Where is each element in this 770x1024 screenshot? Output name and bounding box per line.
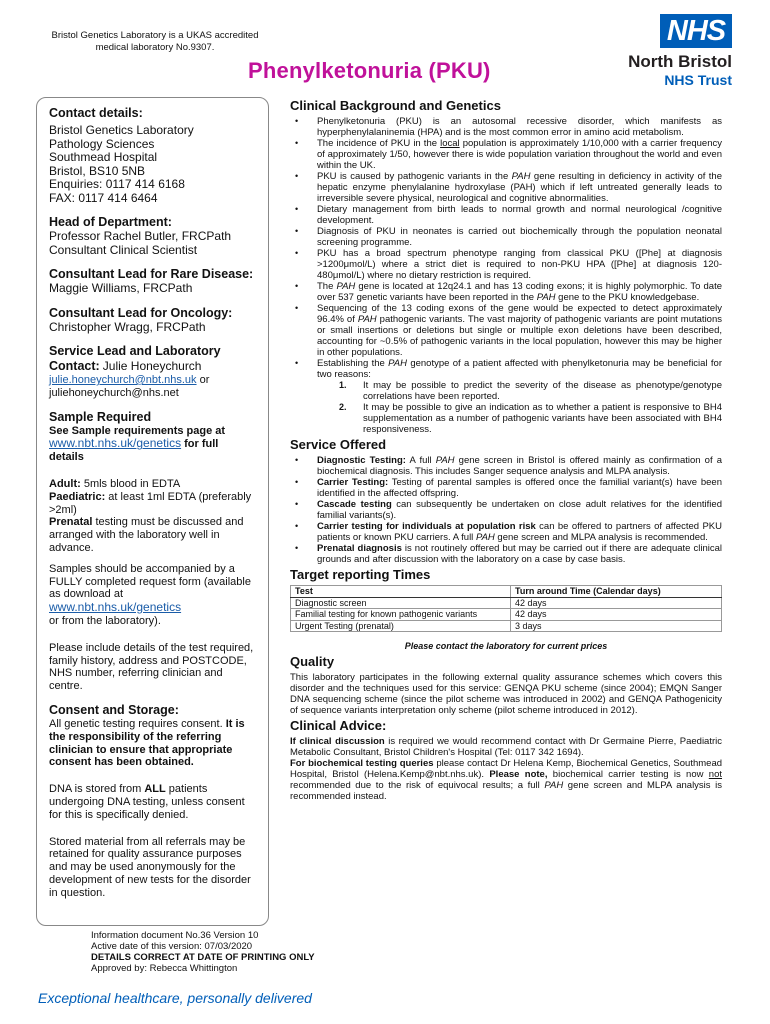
target-heading: Target reporting Times	[290, 567, 431, 582]
consent-bold: It is the responsibility of the referring clinician to ensure that appropriate consent has been obtained.	[49, 717, 245, 769]
clinical-heading: Clinical Background and Genetics	[290, 98, 501, 113]
col-time: Turn around Time (Calendar days)	[511, 586, 722, 598]
clinical-section	[290, 100, 722, 435]
rare-heading: Consultant Lead for Rare Disease:	[49, 267, 254, 281]
list-item	[290, 477, 722, 499]
turnaround-table	[290, 585, 722, 632]
paed-text: at least 1ml EDTA (preferably >2ml)	[49, 490, 252, 516]
prices-note: Please contact the laboratory for current prices	[404, 641, 608, 651]
list-item	[290, 521, 722, 543]
list-item	[290, 171, 722, 204]
consent-text: All genetic testing requires consent.	[49, 717, 226, 730]
quality-heading: Quality	[290, 654, 335, 669]
dna-info	[49, 783, 256, 821]
target-section	[290, 569, 722, 652]
list-item	[290, 358, 722, 435]
tagline: Exceptional healthcare, personally delivered	[38, 990, 312, 1006]
quality-text: This laboratory participates in the following external quality assurance schemes which covers this disorder and the techniques used for this service: GENQA PKU scheme (since 2004); EMQN Sanger DNA sequencing scheme (since the pilot scheme was introduced in 2002) and GENQA Pathogenicity of sequence variants interpretation only scheme (pilot scheme introduced in 2012).	[290, 672, 722, 716]
text: Sequencing of the 13 coding exons of the gene would be expected to detect approximately 96.4% of	[317, 303, 722, 325]
paed-label: Paediatric:	[49, 490, 106, 503]
text: gene screen in Bristol is offered mainly as confirmation of a biochemical diagnosis. This includes Sanger sequence analysis and MLPA analysis.	[317, 455, 722, 477]
nhs-logo: NHS	[660, 14, 732, 48]
table-row	[291, 597, 722, 609]
text: PAH	[357, 314, 377, 325]
cell-time: 42 days	[511, 609, 722, 621]
approved-by: Approved by: Rebecca Whittington	[91, 963, 238, 974]
advice-text	[290, 736, 722, 802]
cell-time: 3 days	[511, 620, 722, 632]
list-item: • PKU has a broad spectrum phenotype ranging from classical PKU ([Phe] at diagnosis >1200μmol/L) where a strict diet is required to non-PKU HPA ([Phe] at diagnosis 120-480μmol/L) where no dietary restriction is required.	[290, 248, 722, 281]
advice-heading: Clinical Advice:	[290, 718, 387, 733]
text: biochemical carrier testing is now	[547, 769, 709, 780]
list-item	[290, 455, 722, 477]
contact-heading: Contact details:	[49, 106, 143, 120]
text: The incidence of PKU in the	[317, 138, 441, 149]
head-section	[49, 215, 256, 257]
text: A full	[405, 455, 436, 466]
head-role: Consultant Clinical Scientist	[49, 242, 198, 257]
contact-section	[49, 106, 256, 205]
service-or: or	[196, 374, 210, 386]
text: Prenatal diagnosis	[317, 543, 402, 554]
details-info: Please include details of the test required, family history, address and POSTCODE, NHS number, referring clinician and centre.	[49, 641, 254, 693]
sidebar-panel	[36, 97, 269, 926]
text: PAH	[544, 780, 564, 791]
cell-test: Urgent Testing (prenatal)	[291, 620, 511, 632]
cell-test: Diagnostic screen	[291, 597, 511, 609]
page-title: Phenylketonuria (PKU)	[248, 58, 491, 83]
text: Testing of parental samples is offered once the familial variant(s) have been identified in the affected offspring.	[317, 477, 722, 499]
text: PAH	[435, 455, 455, 466]
text: Please note,	[489, 769, 548, 780]
contact-line: Southmead Hospital	[49, 150, 158, 164]
email-link-1[interactable]: julie.honeychurch@nbt.nhs.uk	[49, 374, 197, 386]
text: The	[317, 281, 337, 292]
footer	[91, 930, 315, 974]
col-test: Test	[291, 586, 511, 598]
form-link[interactable]: www.nbt.nhs.uk/genetics	[49, 600, 182, 615]
contact-line: FAX: 0117 414 6464	[49, 190, 158, 205]
org-trust: NHS Trust	[664, 72, 732, 88]
text: can subsequently be undertaken on close adult relatives for the identified familial variants(s).	[317, 499, 722, 521]
rare-name: Maggie Williams, FRCPath	[49, 281, 193, 295]
cell-time: 42 days	[511, 597, 722, 609]
onc-name: Christopher Wragg, FRCPath	[49, 319, 206, 334]
list-item	[290, 303, 722, 358]
email-2: juliehoneychurch@nhs.net	[49, 386, 179, 399]
list-item: • Diagnosis of PKU in neonates is carried out biochemically through the population neonatal screening programme.	[290, 226, 722, 248]
reason-item: 2. It may be possible to give an indication as to whether a patient is responsive to BH4 supplementation as a number of pathogenic variants have been associated with BH4 responsiveness.	[327, 402, 722, 435]
form-text: Samples should be accompanied by a FULLY completed request form (available as download at	[49, 562, 251, 601]
text: PKU is caused by pathogenic variants in the	[317, 171, 512, 182]
text: Establishing the	[317, 358, 389, 369]
genetics-link[interactable]: www.nbt.nhs.uk/genetics	[49, 436, 182, 451]
text: is not routinely offered but may be carried out if there are adequate clinical grounds and after discussion with the laboratory on a case by case basis.	[317, 543, 722, 565]
form-after: or from the laboratory).	[49, 614, 161, 627]
accreditation-note: Bristol Genetics Laboratory is a UKAS accredited medical laboratory No.9307.	[51, 30, 259, 53]
dna-text2: patients undergoing DNA testing, unless consent for this is specifically denied.	[49, 783, 245, 821]
quality-section	[290, 656, 722, 716]
prenatal-text: testing must be discussed and arranged with the laboratory well in advance.	[49, 516, 244, 554]
contact-line: Bristol, BS10 5NB	[49, 163, 146, 178]
text: PAH	[388, 358, 407, 369]
active-date: Active date of this version: 07/03/2020	[91, 941, 253, 952]
org-name: North Bristol	[628, 52, 732, 71]
prenatal-label: Prenatal	[49, 516, 93, 529]
onc-heading: Consultant Lead for Oncology:	[49, 305, 233, 320]
cell-test: Familial testing for known pathogenic variants	[291, 609, 511, 621]
text: Diagnostic Testing:	[317, 455, 406, 466]
text: PAH	[511, 171, 531, 182]
list-item	[290, 281, 722, 303]
reason-item: 1. It may be possible to predict the severity of the disease as phenotype/genotype correlations have been reported.	[327, 380, 722, 402]
dna-bold: ALL	[144, 783, 166, 796]
print-note: DETAILS CORRECT AT DATE OF PRINTING ONLY	[91, 952, 315, 963]
advice-section	[290, 720, 722, 802]
list-item	[290, 543, 722, 565]
text: gene resulting in deficiency in activity of the hepatic enzyme phenylalanine hydroxylase (PAH) which if left untreated generally leads to irreversible severe physical, neurological and cognitive abnormalities.	[317, 171, 723, 204]
text: gene screen and MLPA analysis is recommended instead.	[290, 780, 722, 802]
text: PAH	[536, 292, 556, 303]
list-item	[290, 499, 722, 521]
table-row	[291, 609, 722, 621]
rare-disease-section	[49, 267, 256, 296]
text: Cascade testing	[317, 499, 392, 510]
list-item	[290, 138, 722, 171]
adult-label: Adult:	[49, 477, 81, 490]
service-list	[290, 455, 722, 565]
text: pathogenic variants. The vast majority of pathogenic variants are point mutations or small insertions or deletions but single or multiple exon deletions have been described, accounting for ~0.5% of pathogenic variants in the local population, however this may be higher in other populations.	[317, 314, 722, 358]
table-row	[291, 620, 722, 632]
service-lead-section	[49, 344, 256, 400]
oncology-section	[49, 306, 256, 335]
contact-line: Bristol Genetics Laboratory	[49, 123, 194, 137]
text: please contact Dr Helena Kemp, Biochemical Genetics, Southmead Hospital, Bristol (Helena.Kemp@nbt.nhs.uk).	[290, 758, 723, 780]
contact-line: Enquiries: 0117 414 6168	[49, 177, 185, 191]
head-heading: Head of Department:	[49, 215, 172, 229]
service-heading: Service Lead and Laboratory Contact:	[49, 344, 221, 373]
contact-line: Pathology Sciences	[49, 136, 155, 151]
text: not	[708, 769, 723, 780]
text: population is approximately 1/10,000 with a carrier frequency of approximately 1/50, however there is wide population variation throughout the world and even within the UK.	[317, 138, 722, 171]
text: For biochemical testing queries	[290, 758, 434, 769]
reason-list	[317, 380, 722, 435]
head-name: Professor Rachel Butler, FRCPath	[49, 229, 232, 243]
adult-text: 5mls blood in EDTA	[80, 477, 181, 490]
text: local	[440, 138, 460, 149]
stored-info: Stored material from all referrals may be retained for quality assurance purposes and may be used anonymously for the development of new tests for the disorder in question.	[49, 835, 251, 899]
sample-for: for full details	[49, 438, 219, 464]
text: gene is located at 12q24.1 and has 13 coding exons; it is highly polymorphic. To date over 537 genetic variants have been reported in the	[317, 281, 722, 303]
list-item: • Phenylketonuria (PKU) is an autosomal recessive disorder, which manifests as hyperphenylalaninemia (HPA) and is the most common error in amino acid metabolism.	[290, 116, 722, 138]
text: genotype of a patient affected with phenylketonuria may be beneficial for two reasons:	[317, 358, 722, 380]
service-heading: Service Offered	[290, 437, 387, 452]
consent-info	[49, 718, 256, 769]
sample-see: See Sample requirements page at	[49, 424, 226, 437]
service-name: Julie Honeychurch	[102, 359, 202, 373]
text: PAH	[336, 281, 356, 292]
form-info	[49, 563, 256, 628]
table-header-row	[291, 586, 722, 598]
text: gene screen and MLPA analysis is recommended.	[494, 532, 708, 543]
clinical-list	[290, 116, 722, 435]
service-section	[290, 439, 722, 565]
text: can be offered to partners of affected PKU patients or known PKU carriers. A full	[317, 521, 723, 543]
doc-number: Information document No.36 Version 10	[91, 930, 259, 941]
sample-section	[49, 410, 256, 464]
text: gene to the PKU knowledgebase.	[555, 292, 700, 303]
list-item: • Dietary management from birth leads to normal growth and normal neurological /cognitive development.	[290, 204, 722, 226]
text: recommended due to the risk of equivocal results; a full	[290, 780, 545, 791]
text: Carrier testing for individuals at population risk	[317, 521, 536, 532]
sample-heading: Sample Required	[49, 409, 152, 424]
text: PAH	[475, 532, 495, 543]
sample-types	[49, 478, 256, 555]
text: Carrier Testing:	[317, 477, 389, 488]
text: is required we would recommend contact with Dr Germaine Pierre, Paediatric Metabolic Consultant, Bristol Children's Hospital (Tel: 0117 342 1694).	[290, 736, 723, 758]
text: If clinical discussion	[290, 736, 385, 747]
main-content	[290, 100, 722, 806]
dna-text1: DNA is stored from	[49, 783, 145, 796]
consent-heading: Consent and Storage:	[49, 702, 179, 717]
